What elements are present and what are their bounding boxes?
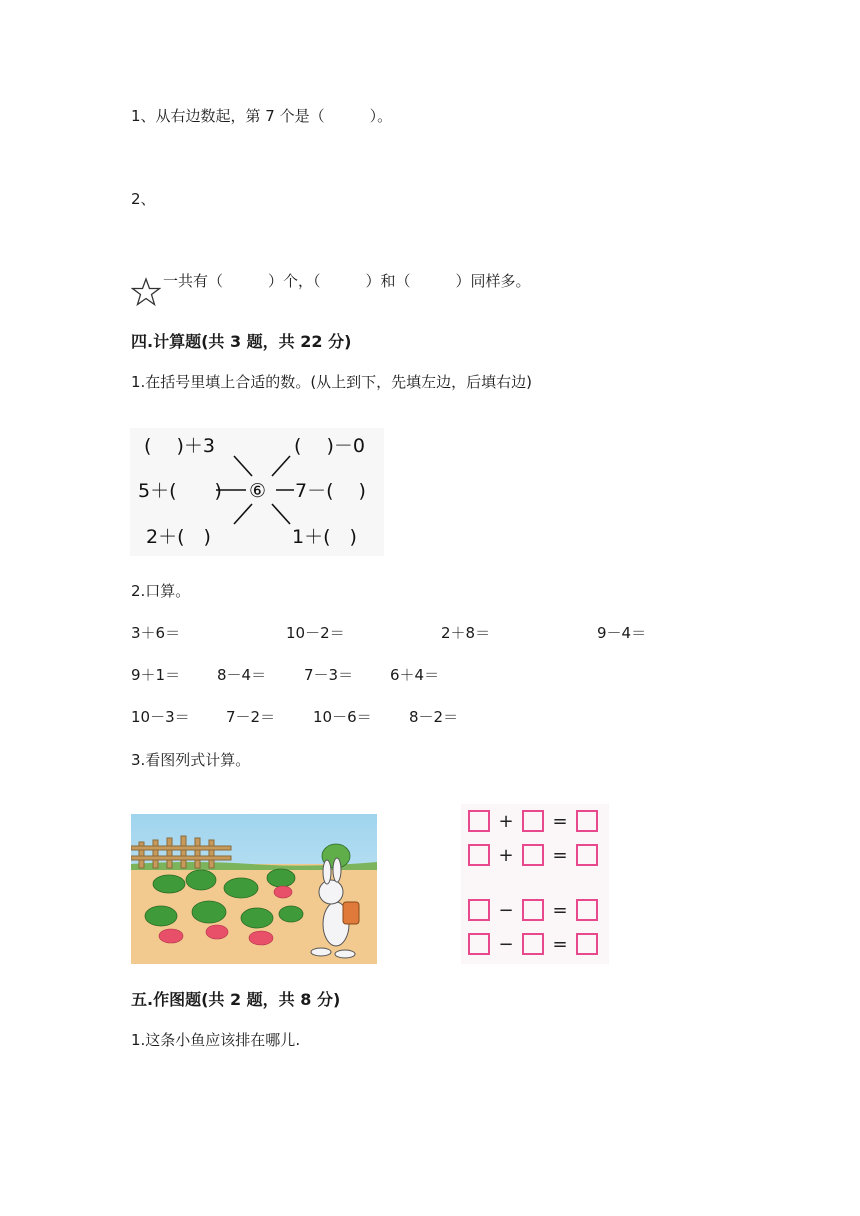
oral-r2-c1: 9＋1＝: [131, 666, 181, 684]
oral-r3-c1: 10－3＝: [131, 708, 190, 726]
section-5-title: 五.作图题(共 2 题，共 8 分): [131, 990, 341, 1009]
diagram-center: ⑥: [249, 480, 267, 502]
diagram-bottom-left: 2＋( ): [146, 526, 211, 548]
question-3-2: 一共有（ ）个，（ ）和（ ）同样多。: [163, 272, 531, 290]
number-star-diagram: [130, 428, 384, 556]
question-4-3: 3.看图列式计算。: [131, 751, 251, 769]
eq-3-equals: =: [552, 900, 568, 921]
question-3-2-number: 2、: [131, 190, 156, 208]
eq-4-equals: =: [552, 934, 568, 955]
eq-1-equals: =: [552, 811, 568, 832]
oral-r2-c3: 7－3＝: [304, 666, 354, 684]
eq-4-op: −: [498, 934, 514, 955]
diagram-mid-left: 5＋( ): [138, 480, 222, 502]
eq-3-op: −: [498, 900, 514, 921]
diagram-bottom-right: 1＋( ): [292, 526, 357, 548]
diagram-top-right: ( )－0: [294, 435, 365, 457]
oral-r1-c1: 3＋6＝: [131, 624, 181, 642]
question-4-2: 2.口算。: [131, 582, 191, 600]
eq-2-equals: =: [552, 845, 568, 866]
section-4-title: 四.计算题(共 3 题，共 22 分): [131, 332, 352, 351]
oral-r3-c3: 10－6＝: [313, 708, 372, 726]
radish-garden-image: [131, 814, 377, 964]
oral-r2-c2: 8－4＝: [217, 666, 267, 684]
oral-r1-c2: 10－2＝: [286, 624, 345, 642]
question-4-1: 1.在括号里填上合适的数。(从上到下，先填左边，后填右边): [131, 373, 533, 391]
eq-1-op: +: [498, 811, 514, 832]
diagram-mid-right: 7－( ): [295, 480, 366, 502]
oral-r2-c4: 6＋4＝: [390, 666, 440, 684]
question-5-1: 1.这条小鱼应该排在哪儿.: [131, 1031, 301, 1049]
diagram-top-left: ( )＋3: [144, 435, 215, 457]
question-3-1: 1、从右边数起，第 7 个是（ ）。: [131, 107, 393, 125]
star-outline-icon: [131, 277, 161, 307]
oral-r1-c3: 2＋8＝: [441, 624, 491, 642]
eq-2-op: +: [498, 845, 514, 866]
oral-r1-c4: 9－4＝: [597, 624, 647, 642]
equation-boxes: [461, 804, 609, 964]
oral-r3-c4: 8－2＝: [409, 708, 459, 726]
oral-r3-c2: 7－2＝: [226, 708, 276, 726]
